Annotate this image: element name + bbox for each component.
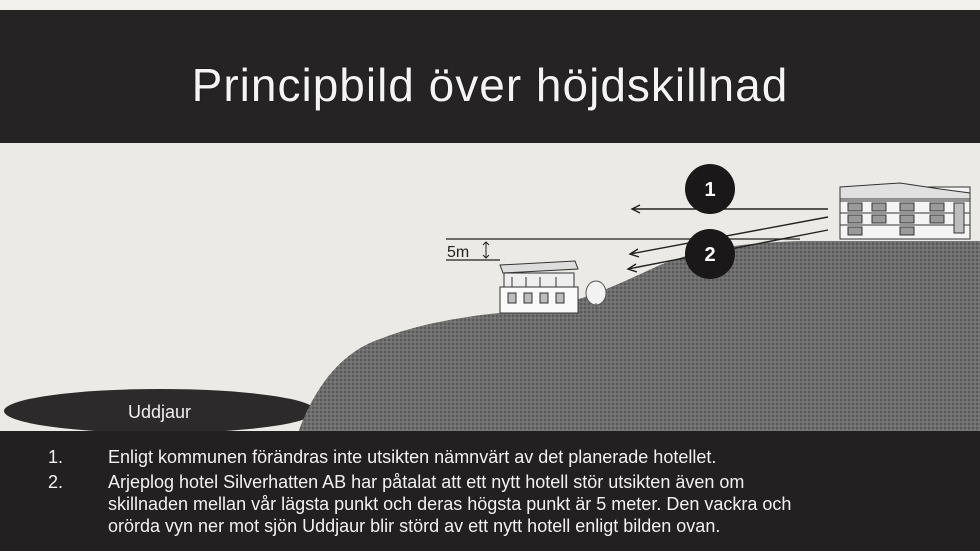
note-2-number: 2. (48, 472, 64, 492)
slide-title: Principbild över höjdskillnad (191, 59, 789, 111)
note-2-line-2: skillnaden mellan vår lägsta punkt och deras högsta punkt är 5 meter. Den vackra och (108, 494, 792, 514)
height-difference-label: 5m (447, 244, 470, 261)
notes-panel (0, 431, 980, 551)
marker-1-label: 1 (704, 179, 716, 201)
note-1-number: 1. (48, 447, 64, 467)
note-2-line-3: orörda vyn ner mot sjön Uddjaur blir störd av ett nytt hotell enligt bilden ovan. (108, 516, 721, 536)
height-diagram (0, 143, 980, 433)
hill-shape (298, 241, 980, 433)
marker-2-label: 2 (704, 244, 716, 266)
marker-1 (685, 164, 735, 214)
note-1-line-1: Enligt kommunen förändras inte utsikten nämnvärt av det planerade hotellet. (108, 447, 717, 467)
existing-hotel-building (500, 261, 578, 313)
lake-label: Uddjaur (128, 402, 192, 422)
marker-2 (685, 229, 735, 279)
height-arrow-icon (483, 242, 489, 258)
top-margin (0, 0, 980, 10)
note-2-line-1: Arjeplog hotel Silverhatten AB har påtalat att ett nytt hotell stör utsikten även om (108, 472, 745, 492)
planned-hotel-building (840, 183, 970, 239)
sight-line-1 (632, 205, 828, 213)
